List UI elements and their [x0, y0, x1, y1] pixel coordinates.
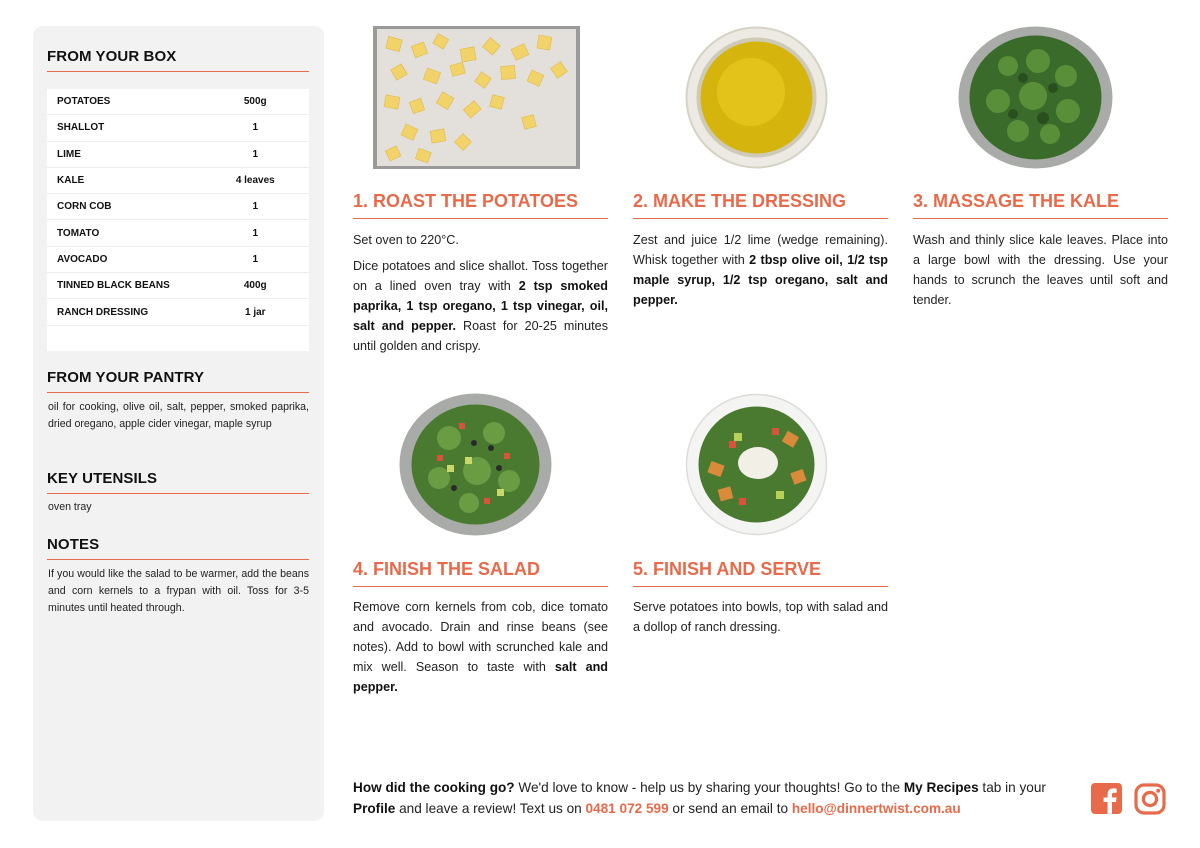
- step-text: Set oven to 220°C.: [353, 233, 459, 247]
- ingredient-name: AVOCADO: [57, 253, 108, 265]
- potatoes-tray-image: [373, 26, 580, 169]
- ingredient-name: KALE: [57, 175, 85, 187]
- key-utensils-title: KEY UTENSILS: [47, 470, 309, 494]
- step-5-body: [633, 597, 888, 643]
- step-text: Zest and juice 1/2 lime (wedge remaining). Whisk together with: [633, 233, 888, 267]
- step-highlight-text: 2 tbsp olive oil, 1/2 tsp maple syrup, 1/2 tsp oregano, salt and pepper.: [633, 253, 888, 307]
- step-paragraph: [353, 597, 608, 697]
- ingredient-qty: 1: [252, 227, 259, 239]
- step-1-title: 1. ROAST THE POTATOES: [353, 191, 608, 219]
- kale-bowl-image: [958, 26, 1113, 169]
- table-row: [47, 194, 309, 220]
- served-bowl-image: [684, 393, 829, 536]
- table-row: [47, 273, 309, 299]
- step-paragraph: [633, 230, 888, 310]
- my-recipes-link[interactable]: My Recipes: [903, 780, 979, 795]
- utensils-text: oven tray: [48, 501, 92, 513]
- step-2-title: 2. MAKE THE DRESSING: [633, 191, 888, 219]
- from-your-box-title: FROM YOUR BOX: [47, 48, 309, 72]
- step-3-title: 3. MASSAGE THE KALE: [913, 191, 1168, 219]
- step-4: [353, 393, 608, 713]
- footer-text-4: or send an email to: [668, 801, 792, 816]
- step-2: [633, 26, 888, 326]
- ingredient-name: RANCH DRESSING: [57, 306, 149, 318]
- ingredient-name: TOMATO: [57, 227, 100, 239]
- table-row: [47, 168, 309, 194]
- footer-question: How did the cooking go?: [353, 780, 515, 795]
- table-row: [47, 247, 309, 273]
- ingredient-qty: 1: [252, 201, 259, 213]
- ingredient-qty: 500g: [243, 96, 267, 108]
- step-1: [353, 26, 608, 366]
- step-4-title: 4. FINISH THE SALAD: [353, 559, 608, 587]
- table-row: [47, 220, 309, 246]
- step-paragraph: [353, 230, 608, 250]
- step-5: [633, 393, 888, 693]
- footer-text-1: We'd love to know - help us by sharing your thoughts! Go to the: [514, 780, 904, 795]
- step-4-body: [353, 597, 608, 703]
- ingredient-qty: 1: [252, 122, 259, 134]
- from-your-pantry-title: FROM YOUR PANTRY: [47, 369, 309, 393]
- table-row: [47, 299, 309, 325]
- ingredient-name: LIME: [57, 148, 81, 160]
- dressing-bowl-image: [685, 26, 828, 169]
- step-text: Remove corn kernels from cob, dice tomato and avocado. Drain and rinse beans (see notes). Add to bowl with scrunched kale and mix well. Season to taste with: [353, 600, 608, 674]
- pantry-text: oil for cooking, olive oil, salt, pepper, smoked paprika, dried oregano, apple cider vinegar, maple syrup: [48, 401, 309, 430]
- feedback-footer: [353, 777, 1083, 819]
- ingredient-name: SHALLOT: [57, 122, 105, 134]
- notes-text: If you would like the salad to be warmer, add the beans and corn kernels to a frypan with oil. Toss for 3-5 minutes until heated through.: [48, 568, 309, 614]
- ingredient-qty: 1: [252, 148, 259, 160]
- ingredient-name: TINNED BLACK BEANS: [57, 280, 170, 292]
- step-1-body: [353, 230, 608, 362]
- table-row: [47, 142, 309, 168]
- phone-link[interactable]: 0481 072 599: [585, 801, 669, 816]
- ingredient-name: CORN COB: [57, 201, 112, 213]
- footer-text-3: and leave a review! Text us on: [395, 801, 586, 816]
- ingredient-qty: 400g: [243, 280, 267, 292]
- ingredient-qty: 4 leaves: [235, 175, 275, 187]
- step-text: Wash and thinly slice kale leaves. Place into a large bowl with the dressing. Use your hands to scrunch the leaves until soft and tender.: [913, 233, 1168, 307]
- step-highlight-text: salt and pepper.: [353, 660, 608, 694]
- salad-bowl-image: [399, 393, 552, 536]
- ingredients-table: [47, 89, 309, 351]
- sidebar: [33, 26, 324, 821]
- ingredient-qty: 1: [252, 253, 259, 265]
- step-text: Serve potatoes into bowls, top with salad and a dollop of ranch dressing.: [633, 600, 888, 634]
- step-text: Roast for 20-25 minutes until golden and crispy.: [353, 319, 608, 353]
- profile-link[interactable]: Profile: [353, 801, 396, 816]
- table-row: [47, 115, 309, 141]
- notes-title: NOTES: [47, 536, 309, 560]
- step-highlight-text: 2 tsp smoked paprika, 1 tsp oregano, 1 tsp vinegar, oil, salt and pepper.: [353, 279, 608, 333]
- email-link[interactable]: hello@dinnertwist.com.au: [791, 801, 961, 816]
- step-2-body: [633, 230, 888, 316]
- step-paragraph: [633, 597, 888, 637]
- step-3: [913, 26, 1168, 326]
- step-3-body: [913, 230, 1168, 316]
- step-text: Dice potatoes and slice shallot. Toss together on a lined oven tray with: [353, 259, 608, 293]
- step-5-title: 5. FINISH AND SERVE: [633, 559, 888, 587]
- instagram-icon[interactable]: [1134, 783, 1166, 815]
- step-paragraph: [353, 256, 608, 356]
- facebook-icon[interactable]: [1091, 783, 1122, 814]
- step-paragraph: [913, 230, 1168, 310]
- ingredient-name: POTATOES: [57, 96, 111, 108]
- table-row: [47, 89, 309, 115]
- ingredient-qty: 1 jar: [244, 306, 266, 318]
- footer-text-2: tab in your: [978, 780, 1046, 795]
